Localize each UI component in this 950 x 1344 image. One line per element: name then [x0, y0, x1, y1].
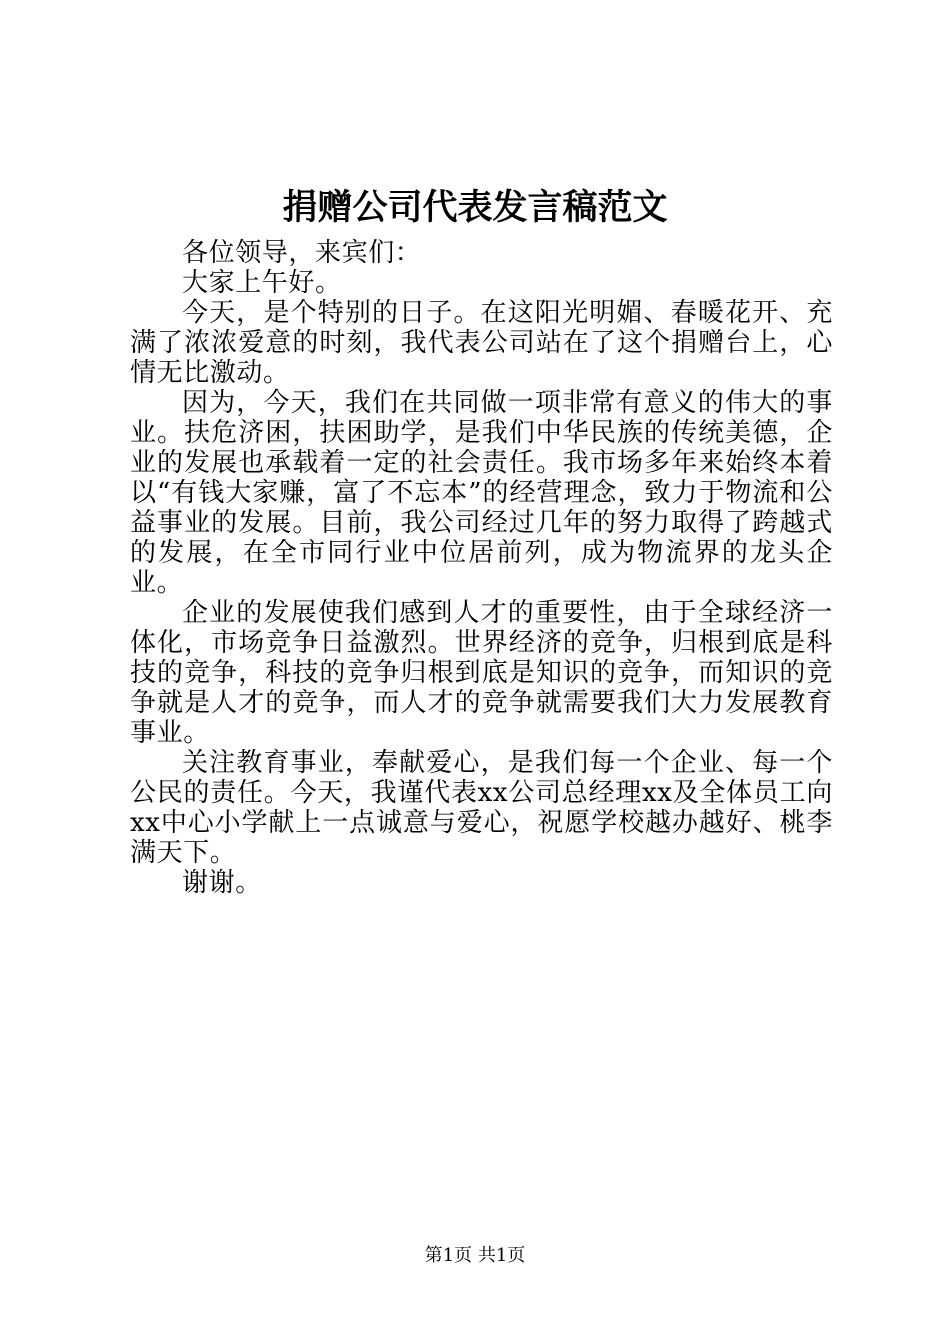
paragraph-cause: 因为，今天，我们在共同做一项非常有意义的伟大的事业。扶危济困，扶困助学，是我们中华民族的传统美德，企业的发展也承载着一定的社会责任。我市场多年来始终本着以“有钱大家赚，富了不忘本”的经营理念，致力于物流和公益事业的发展。目前，我公司经过几年的努力取得了跨越式的发展，在全市同行业中位居前列，成为物流界的龙头企业。 [130, 388, 833, 598]
paragraph-donation: 关注教育事业，奉献爱心，是我们每一个企业、每一个公民的责任。今天，我谨代表xx公司总经理xx及全体员工向xx中心小学献上一点诚意与爱心，祝愿学校越办越好、桃李满天下。 [130, 748, 833, 868]
paragraph-opening: 今天，是个特别的日子。在这阳光明媚、春暖花开、充满了浓浓爱意的时刻，我代表公司站在了这个捐赠台上，心情无比激动。 [130, 298, 833, 388]
document-title: 捐赠公司代表发言稿范文 [282, 187, 668, 228]
paragraph-salutation: 大家上午好。 [182, 268, 342, 298]
page-number-footer: 第1页 共1页 [424, 1245, 526, 1266]
paragraph-talent: 企业的发展使我们感到人才的重要性，由于全球经济一体化，市场竞争日益激烈。世界经济的竞争，归根到底是科技的竞争，科技的竞争归根到底是知识的竞争，而知识的竞争就是人才的竞争，而人才的竞争就需要我们大力发展教育事业。 [130, 598, 833, 748]
paragraph-greeting: 各位领导，来宾们： [182, 238, 422, 268]
paragraph-thanks: 谢谢。 [182, 868, 262, 898]
document-body [130, 238, 833, 898]
